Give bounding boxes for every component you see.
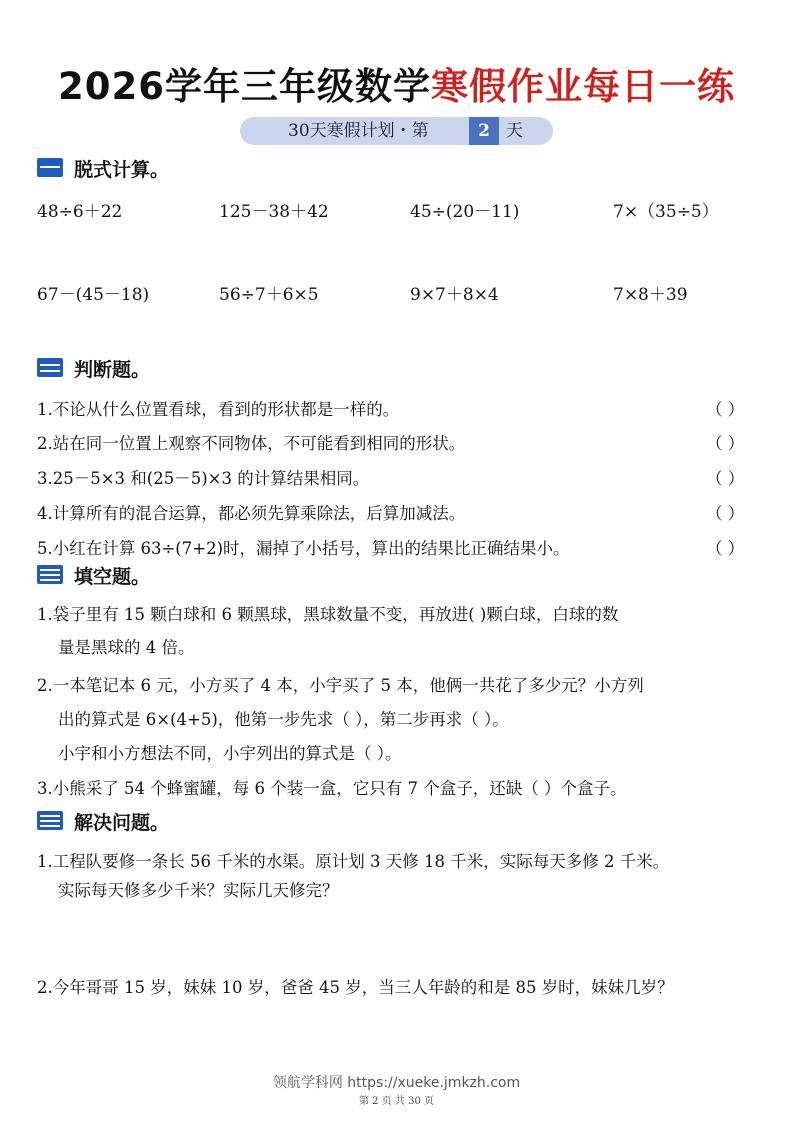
section-one-icon bbox=[37, 158, 63, 177]
judge-question: 1.不论从什么位置看球，看到的形状都是一样的。 bbox=[37, 400, 400, 419]
section-judge-title: 判断题。 bbox=[74, 359, 151, 381]
day-banner bbox=[240, 117, 553, 145]
banner-suffix: 天 bbox=[506, 121, 523, 141]
solve-question-1-line-2: 实际每天修多少千米？实际几天修完？ bbox=[58, 881, 339, 900]
calc-item: 125－38＋42 bbox=[219, 202, 329, 222]
judge-question: 3.25－5×3 和(25－5)×3 的计算结果相同。 bbox=[37, 469, 370, 488]
judge-question: 5.小红在计算 63÷(7+2)时，漏掉了小括号，算出的结果比正确结果小。 bbox=[37, 539, 570, 558]
calc-item: 45÷(20－11) bbox=[410, 202, 520, 222]
page-number: 第 2 页 共 30 页 bbox=[359, 1096, 434, 1107]
judge-question: 4.计算所有的混合运算，都必须先算乘除法，后算加减法。 bbox=[37, 504, 466, 523]
fill-question-1-line-2: 量是黑球的 4 倍。 bbox=[58, 638, 195, 657]
footer-site-link[interactable]: 领航学科网 https://xueke.jmkzh.com bbox=[272, 1075, 521, 1091]
judge-answer-blank[interactable]: （ ） bbox=[706, 539, 745, 558]
banner-prefix: 30天寒假计划・第 bbox=[288, 121, 429, 141]
solve-question-1-line-1: 1.工程队要修一条长 56 千米的水渠。原计划 3 天修 18 千米，实际每天多修 2 千米。 bbox=[37, 852, 670, 871]
section-two-icon bbox=[37, 358, 63, 377]
judge-question: 2.站在同一位置上观察不同物体，不可能看到相同的形状。 bbox=[37, 434, 466, 453]
title-red-part: 寒假作业每日一练 bbox=[430, 65, 735, 108]
fill-question-2-line-3: 小宇和小方想法不同，小宇列出的算式是（ ）。 bbox=[58, 744, 402, 763]
calc-item: 67－(45－18) bbox=[37, 285, 150, 305]
fill-question-2-line-2: 出的算式是 6×(4+5)，他第一步先求（ ），第二步再求（ ）。 bbox=[58, 710, 509, 729]
fill-question-3-line-1: 3.小熊采了 54 个蜂蜜罐，每 6 个装一盒，它只有 7 个盒子，还缺（ ）个盒子。 bbox=[37, 779, 627, 798]
title-black-part: 2026学年三年级数学 bbox=[58, 65, 431, 108]
judge-answer-blank[interactable]: （ ） bbox=[706, 434, 745, 453]
judge-answer-blank[interactable]: （ ） bbox=[706, 469, 745, 488]
page-title bbox=[0, 56, 793, 110]
calc-item: 7×8＋39 bbox=[613, 285, 688, 305]
section-solve-title: 解决问题。 bbox=[74, 812, 170, 834]
judge-answer-blank[interactable]: （ ） bbox=[706, 504, 745, 523]
calc-item: 56÷7＋6×5 bbox=[219, 285, 319, 305]
judge-answer-blank[interactable]: （ ） bbox=[706, 400, 745, 419]
calc-item: 9×7＋8×4 bbox=[410, 285, 499, 305]
section-fill-title: 填空题。 bbox=[74, 566, 151, 588]
fill-question-2-line-1: 2.一本笔记本 6 元，小方买了 4 本，小宇买了 5 本，他俩一共花了多少元？小方列 bbox=[37, 676, 644, 695]
section-three-icon bbox=[37, 565, 63, 584]
fill-question-1-line-1: 1.袋子里有 15 颗白球和 6 颗黑球，黑球数量不变，再放进( )颗白球，白球的数 bbox=[37, 605, 619, 624]
solve-question-2-line-1: 2.今年哥哥 15 岁，妹妹 10 岁，爸爸 45 岁，当三人年龄的和是 85 岁时，妹妹几岁？ bbox=[37, 978, 674, 997]
banner-day-number: 2 bbox=[469, 117, 499, 145]
section-calc-title: 脱式计算。 bbox=[74, 159, 170, 181]
calc-item: 7×（35÷5） bbox=[613, 202, 719, 222]
calc-item: 48÷6＋22 bbox=[37, 202, 123, 222]
section-four-icon bbox=[37, 811, 63, 830]
